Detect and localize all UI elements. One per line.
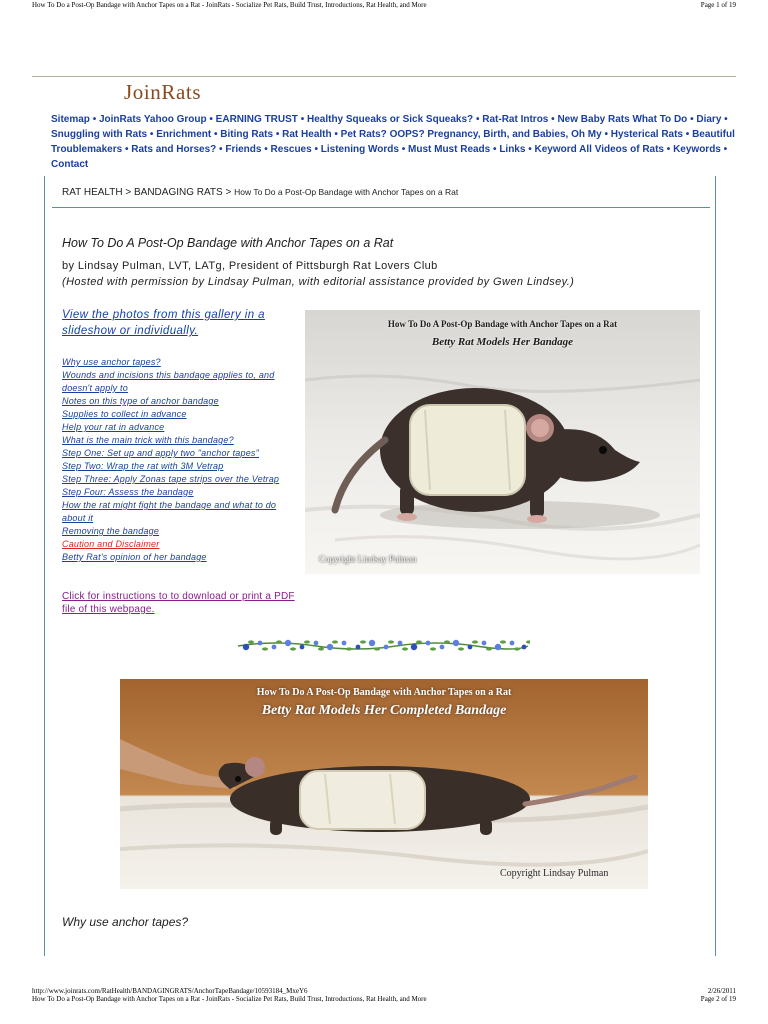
print-footer-date: 2/26/2011	[707, 987, 736, 995]
nav-separator: •	[300, 114, 305, 125]
toc-link[interactable]: Step Two: Wrap the rat with 3M Vetrap	[62, 461, 224, 471]
floral-divider-icon	[236, 634, 530, 654]
nav-link[interactable]: Rat-Rat Intros	[482, 114, 549, 125]
nav-separator: •	[149, 129, 154, 140]
table-of-contents	[62, 356, 302, 564]
nav-separator: •	[92, 114, 97, 125]
toc-link[interactable]: Why use anchor tapes?	[62, 357, 161, 367]
toc-link[interactable]: Step Four: Assess the bandage	[62, 487, 194, 497]
photo-caption-title: How To Do A Post-Op Bandage with Anchor Tapes on a Rat	[387, 319, 618, 329]
nav-separator: •	[475, 114, 480, 125]
section-heading-anchor-tapes: Why use anchor tapes?	[62, 915, 189, 929]
nav-separator: •	[666, 144, 671, 155]
nav-link[interactable]: Sitemap	[51, 114, 90, 125]
print-footer-next-page: Page 2 of 19	[700, 995, 736, 1003]
nav-link[interactable]: EARNING TRUST	[215, 114, 298, 125]
toc-item	[62, 395, 302, 408]
print-header	[32, 1, 736, 11]
nav-link[interactable]: Keyword All Videos of Rats	[534, 144, 664, 155]
nav-separator: •	[264, 144, 268, 155]
photo-copyright: Copyright Lindsay Pulman	[319, 554, 417, 564]
nav-separator: •	[275, 129, 280, 140]
toc-link[interactable]: How the rat might fight the bandage and what to do about it	[62, 500, 277, 523]
nav-separator: •	[314, 144, 318, 155]
toc-link[interactable]: Help your rat in advance	[62, 422, 165, 432]
nav-link[interactable]: New Baby Rats What To Do	[557, 114, 688, 125]
print-header-page: Page 1 of 19	[700, 1, 736, 9]
nav-link[interactable]: Rescues	[270, 144, 312, 155]
toc-item	[62, 421, 302, 434]
toc-item	[62, 369, 302, 395]
nav-separator: •	[528, 144, 532, 155]
article-title: How To Do A Post-Op Bandage with Anchor Tapes on a Rat	[62, 236, 394, 250]
nav-link[interactable]: Biting Rats	[220, 129, 274, 140]
photo-caption-title: How To Do A Post-Op Bandage with Anchor Tapes on a Rat	[256, 687, 512, 698]
nav-separator: •	[334, 129, 338, 140]
breadcrumb-current: How To Do a Post-Op Bandage with Anchor Tapes on a Rat	[234, 187, 459, 197]
toc-item	[62, 447, 302, 460]
toc-item	[62, 473, 302, 486]
nav-link[interactable]: Friends	[225, 144, 262, 155]
breadcrumb-rat-health[interactable]: RAT HEALTH	[62, 187, 123, 198]
nav-link[interactable]: Keywords	[673, 144, 721, 155]
nav-link[interactable]: Links	[499, 144, 526, 155]
toc-item	[62, 356, 302, 369]
bandage-photo-1[interactable]	[305, 310, 700, 574]
gallery-slideshow-link[interactable]: View the photos from this gallery in a slideshow or individually.	[62, 309, 265, 337]
print-footer-next-title: How To Do a Post-Op Bandage with Anchor Tapes on a Rat - JoinRats - Socialize Pet Rats, Build Trust, Introductions, Rat Health, and More	[32, 995, 427, 1003]
print-footer	[32, 987, 736, 1007]
breadcrumb-bandaging-rats[interactable]: BANDAGING RATS	[133, 187, 223, 198]
toc-item	[62, 525, 302, 538]
toc-item	[62, 486, 302, 499]
toc-link[interactable]: Betty Rat's opinion of her bandage	[62, 552, 207, 562]
toc-link[interactable]: Caution and Disclaimer	[62, 539, 160, 549]
nav-link[interactable]: Rats and Horses?	[131, 144, 217, 155]
nav-separator: •	[219, 144, 223, 155]
pdf-instructions-link[interactable]: Click for instructions to to download or print a PDF file of this webpage.	[62, 591, 295, 615]
nav-separator: •	[124, 144, 129, 155]
header-divider	[32, 76, 736, 77]
toc-item	[62, 499, 302, 525]
photo-caption-subtitle: Betty Rat Models Her Completed Bandage	[261, 703, 507, 718]
site-navigation	[51, 112, 741, 172]
bandage-photo-2[interactable]	[120, 679, 648, 889]
nav-link[interactable]: Rat Health	[282, 129, 332, 140]
breadcrumb-divider	[52, 207, 710, 208]
breadcrumb-separator: >	[125, 187, 132, 198]
toc-item	[62, 538, 302, 551]
nav-link[interactable]: Beautiful Troublemakers	[51, 129, 735, 155]
nav-link[interactable]: Hysterical Rats	[610, 129, 683, 140]
nav-link[interactable]: Snuggling with Rats	[51, 129, 148, 140]
toc-link[interactable]: Removing the bandage	[62, 526, 160, 536]
nav-separator: •	[604, 129, 608, 140]
breadcrumb	[62, 187, 458, 198]
nav-separator: •	[401, 144, 406, 155]
print-header-title: How To Do a Post-Op Bandage with Anchor Tapes on a Rat - JoinRats - Socialize Pet Rats, Build Trust, Introductions, Rat Health, and More	[32, 1, 427, 9]
nav-link[interactable]: Enrichment	[156, 129, 212, 140]
toc-link[interactable]: Step One: Set up and apply two "anchor tapes"	[62, 448, 260, 458]
nav-link[interactable]: Contact	[51, 159, 89, 170]
nav-separator: •	[724, 114, 728, 125]
toc-item	[62, 408, 302, 421]
nav-link[interactable]: Listening Words	[320, 144, 399, 155]
breadcrumb-separator: >	[225, 187, 232, 198]
nav-link[interactable]: Must Must Reads	[408, 144, 491, 155]
nav-separator: •	[685, 129, 690, 140]
nav-link[interactable]: Diary	[696, 114, 722, 125]
nav-separator: •	[723, 144, 728, 155]
nav-link[interactable]: Pet Rats? OOPS? Pregnancy, Birth, and Babies, Oh My	[340, 129, 602, 140]
toc-link[interactable]: Step Three: Apply Zonas tape strips over the Vetrap	[62, 474, 280, 484]
nav-separator: •	[690, 114, 694, 125]
toc-link[interactable]: Supplies to collect in advance	[62, 409, 187, 419]
rat-bandage-illustration	[305, 310, 700, 574]
article-byline: by Lindsay Pulman, LVT, LATg, President of Pittsburgh Rat Lovers Club	[62, 260, 438, 272]
toc-link[interactable]: Notes on this type of anchor bandage	[62, 396, 219, 406]
photo-copyright: Copyright Lindsay Pulman	[500, 868, 609, 879]
toc-link[interactable]: What is the main trick with this bandage?	[62, 435, 234, 445]
print-footer-url: http://www.joinrats.com/RatHealth/BANDAGINGRATS/AnchorTapeBandage/10593184_MxeY6	[32, 987, 308, 995]
nav-separator: •	[209, 114, 213, 125]
site-logo-text[interactable]: JoinRats	[124, 80, 202, 104]
toc-item	[62, 434, 302, 447]
nav-link[interactable]: JoinRats Yahoo Group	[98, 114, 207, 125]
toc-item	[62, 460, 302, 473]
nav-separator: •	[493, 144, 497, 155]
nav-separator: •	[551, 114, 555, 125]
photo-caption-subtitle: Betty Rat Models Her Bandage	[431, 336, 574, 348]
article-hosted-note: (Hosted with permission by Lindsay Pulman, with editorial assistance provided by Gwen Lindsey.)	[62, 276, 575, 288]
toc-item	[62, 551, 302, 564]
toc-link[interactable]: Wounds and incisions this bandage applies to, and doesn't apply to	[62, 370, 275, 393]
nav-link[interactable]: Healthy Squeaks or Sick Squeaks?	[306, 114, 474, 125]
nav-separator: •	[213, 129, 218, 140]
